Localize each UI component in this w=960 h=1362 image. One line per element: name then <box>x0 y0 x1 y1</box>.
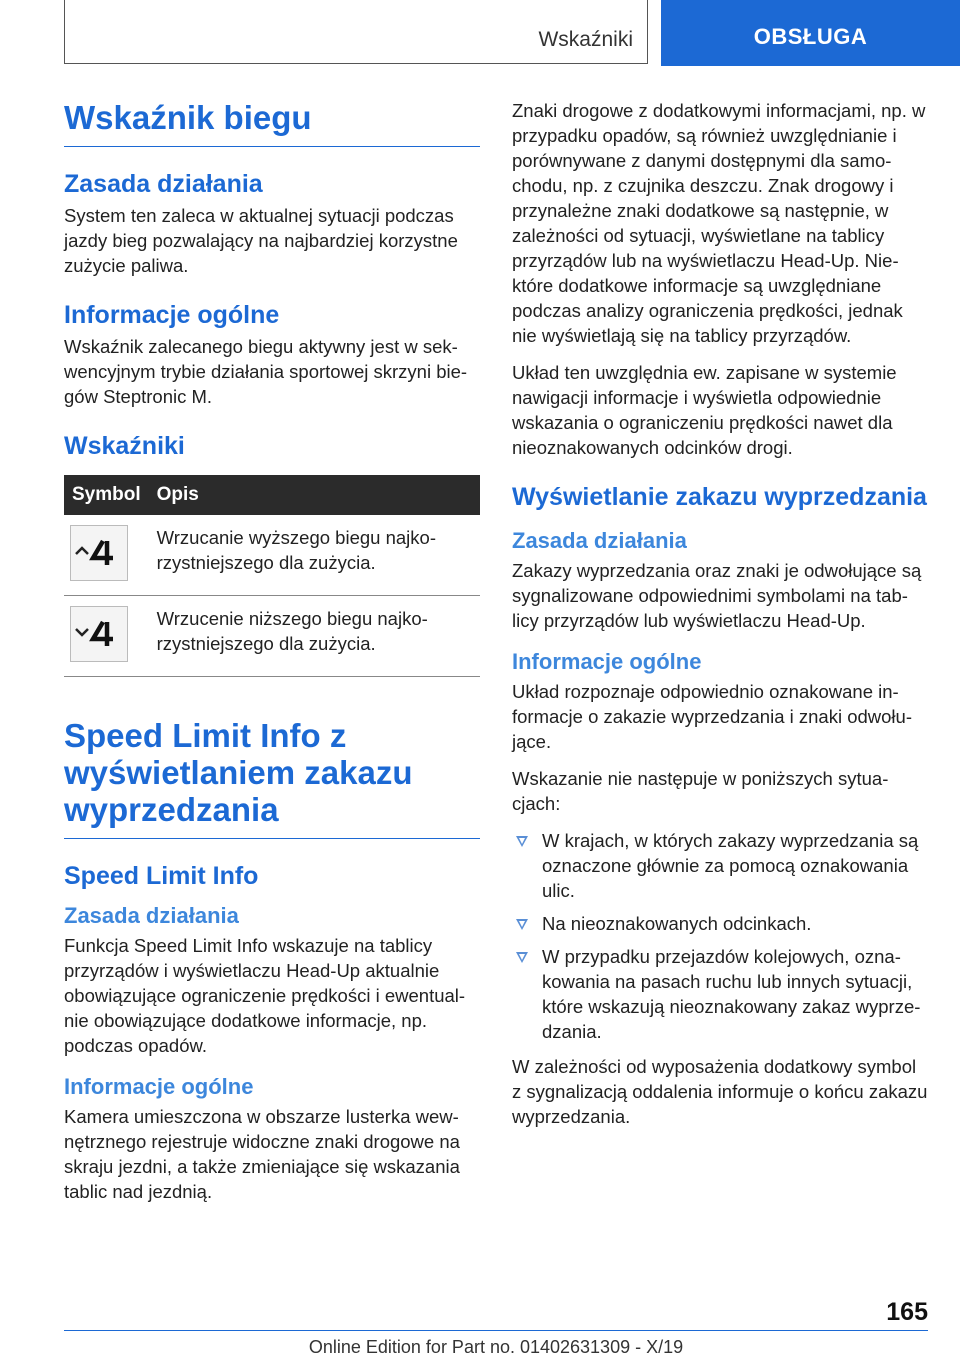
gear-general-heading: Informacje ogólne <box>64 301 280 329</box>
header-frame <box>64 0 648 64</box>
gear-principle-text: System ten zaleca w aktualnej sytuacji podczas jazdy bieg pozwalający na najbardziej korzystne zużycie paliwa. <box>64 205 458 276</box>
cases-list <box>512 828 928 1044</box>
edition-footer: Online Edition for Part no. 01402631309 - X/19 <box>308 1337 684 1357</box>
page-number: 165 <box>886 1298 928 1326</box>
cases-intro-text: Wskazanie nie następuje w poniższych sytuacjach: <box>512 768 889 814</box>
overtaking-principle-heading: Zasada działania <box>512 528 687 553</box>
list-item: W krajach, w których zakazy wyprzedzania są oznaczone głównie za pomocą oznakowania ulic. <box>512 828 928 903</box>
triangle-bullet-icon <box>516 919 528 930</box>
table-header-row <box>64 475 480 515</box>
left-column <box>64 100 480 1216</box>
title-rule <box>64 146 480 147</box>
road-signs-text: Znaki drogowe z dodatkowymi informacjami, np. w przypadku opadów, są również uwzględnianie i porównywane z danymi dostępnymi dla samochodu, np. z czujnika deszczu. Znak drogowy i przynależne znaki dodatkowe są następnie, w zależności od sytuacji, wyświetlane na tablicy przyrządów lub na wyświetlaczu Head-Up. Niektóre dodatkowe informacje są uwzględniane podczas analizy ograniczenia prędkości, jednak nie wyświetlają się na tablicy przyrządów. <box>512 100 926 346</box>
list-item: W przypadku przejazdów kolejowych, oznakowania na pasach ruchu lub innych sytuacji, które wskazują nieoznakowany zakaz wyprzedzania. <box>512 944 928 1044</box>
row-desc: Wrzucanie wyższego biegu najkorzystniejszego dla zużycia. <box>149 515 480 596</box>
list-item: Na nieoznakowanych odcinkach. <box>512 911 928 936</box>
indicators-heading: Wskaźniki <box>64 432 185 460</box>
triangle-bullet-icon <box>516 836 528 847</box>
gear-principle-heading: Zasada działania <box>64 170 263 198</box>
navigation-text: Układ ten uwzględnia ew. zapisane w systemie nawigacji informacje i wyświetla odpowiednie wskazania o ograniczeniu prędkości nawet dla nieoznakowanych odcinków drogi. <box>512 362 897 458</box>
overtaking-title: Wyświetlanie zakazu wyprzedzania <box>512 483 927 511</box>
row-desc: Wrzucenie niższego biegu najkorzystniejszego dla zużycia. <box>149 596 480 677</box>
speed-limit-title: Speed Limit Info z wyświetlaniem zakazu wyprzedzania <box>64 717 413 828</box>
gear-down-4-icon <box>70 606 128 662</box>
overtaking-principle-text: Zakazy wyprzedzania oraz znaki je odwołujące są sygnalizowane odpowiednimi symbolami na tablicy przyrządów lub wyświetlaczu Head-Up. <box>512 560 922 631</box>
triangle-bullet-icon <box>516 952 528 963</box>
speed-general-text: Kamera umieszczona w obszarze lusterka wewnętrznego rejestruje widoczne znaki drogowe na skraju jezdni, a także zmieniające się wskazania tablic nad jezdnią. <box>64 1106 460 1202</box>
table-row <box>64 596 480 677</box>
speed-general-heading: Informacje ogólne <box>64 1074 254 1099</box>
speed-limit-info-heading: Speed Limit Info <box>64 862 259 890</box>
col-symbol-header: Symbol <box>64 475 149 515</box>
speed-principle-text: Funkcja Speed Limit Info wskazuje na tablicy przyrządów i wyświetlaczu Head-Up aktualnie obowiązujące ograniczenie prędkości i ewentualnie obowiązujące dodatkowe informacje, np. podczas opadów. <box>64 935 466 1056</box>
title-rule <box>64 838 480 839</box>
col-desc-header: Opis <box>149 475 480 515</box>
footer-rule <box>64 1330 928 1331</box>
closing-text: W zależności od wyposażenia dodatkowy symbol z sygnalizacją oddalenia informuje o końcu zakazu wyprzedzania. <box>512 1056 928 1127</box>
indicator-table <box>64 475 480 677</box>
overtaking-general-heading: Informacje ogólne <box>512 649 702 674</box>
speed-principle-heading: Zasada działania <box>64 903 239 928</box>
table-row <box>64 515 480 596</box>
gear-general-text: Wskaźnik zalecanego biegu aktywny jest w sekwencyjnym trybie działania sportowej skrzyni biegów Steptronic M. <box>64 336 468 407</box>
right-column <box>512 98 928 1141</box>
chapter-tab[interactable]: OBSŁUGA <box>661 0 960 66</box>
gear-indicator-title: Wskaźnik biegu <box>64 99 312 136</box>
overtaking-general-text: Układ rozpoznaje odpowiednio oznakowane informacje o zakazie wyprzedzania i znaki odwołujące. <box>512 681 913 752</box>
gear-up-4-icon <box>70 525 128 581</box>
section-label: Wskaźniki <box>538 28 633 51</box>
